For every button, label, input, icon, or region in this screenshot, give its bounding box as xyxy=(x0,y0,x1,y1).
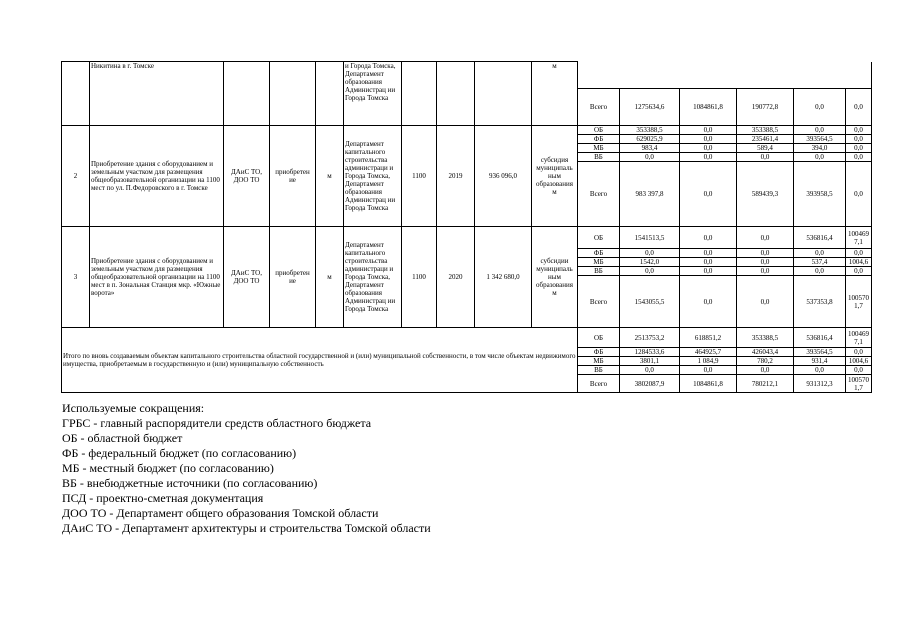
abbreviation-item: МБ - местный бюджет (по согласованию) xyxy=(62,461,274,475)
budget-total: 1275634,6 xyxy=(620,89,680,126)
total-label: Итого по вновь создаваемым объектам капитального строительства областной государственной и (или) муниципальной собственности, в том числе объектам недвижимого имущества, приобретаемым в государственную и (или) муниципальную собственность xyxy=(62,328,578,393)
cost: 936 096,0 xyxy=(475,126,532,227)
abbreviation-item: ПСД - проектно-сметная документация xyxy=(62,491,264,505)
abbreviation-item: ФБ - федеральный бюджет (по согласованию) xyxy=(62,446,297,460)
abbreviations-list xyxy=(62,401,431,536)
table-row xyxy=(62,62,872,89)
abbreviation-item: ВБ - внебюджетные источники (по согласованию) xyxy=(62,476,318,490)
funding-type: субсидии муниципаль ным образования м xyxy=(532,227,578,328)
budget-row: Всего 1543055,5 0,0 0,0 537353,8 1005701,7 xyxy=(62,276,872,328)
budget-source: Всего xyxy=(578,89,620,126)
customer: Департамент капитального строительства администраци и Города Томска, Департамент образования Администрац ии Города Томска xyxy=(344,126,402,227)
budget-row: ВБ 0,0 0,0 0,0 0,0 0,0 xyxy=(62,153,872,162)
abbreviations-title: Используемые сокращения: xyxy=(62,401,205,415)
acquisition-form: приобретен ие xyxy=(270,126,316,227)
capacity: 1100 xyxy=(402,126,437,227)
budget-row: МБ 983,4 0,0 589,4 394,0 0,0 xyxy=(62,144,872,153)
budget-row: МБ 3801,1 1 084,9 780,2 931,4 1004,6 xyxy=(62,357,872,366)
abbreviation-item: ГРБС - главный распорядители средств областного бюджета xyxy=(62,416,372,430)
unit: м xyxy=(316,126,344,227)
investment-table xyxy=(61,61,872,393)
grbs: ДАиС ТО, ДОО ТО xyxy=(224,227,270,328)
cost: 1 342 680,0 xyxy=(475,227,532,328)
table-row: 3 Приобретение здания с оборудованием и земельным участком для размещения общеобразовательной организации на 1100 мест в п. Зональная Станция мкр. «Южные ворота» ДАиС ТО, ДОО ТО приобретен ие м Департамент капитального строительства администраци и Города Томска, Департамент образования Администрац ии Города Томска 1100 2020 1 342 680,0 субсидии муниципаль ным образования м ОБ 1541513,5 0,0 0,0 536816,4 1004697,1 xyxy=(62,227,872,249)
total-row: Итого по вновь создаваемым объектам капитального строительства областной государственной и (или) муниципальной собственности, в том числе объектам недвижимого имущества, приобретаемым в государственную и (или) муниципальную собственность ОБ 2513753,2 618851,2 353388,5 536816,4 1004697,1 xyxy=(62,328,872,348)
grbs: ДАиС ТО, ДОО ТО xyxy=(224,126,270,227)
acquisition-form: приобретен ие xyxy=(270,227,316,328)
object-name: Никитина в г. Томске xyxy=(90,62,224,126)
budget-row: Всего 1275634,6 1084861,8 190772,8 0,0 0,0 xyxy=(62,89,872,126)
table-row: 2 Приобретение здания с оборудованием и земельным участком для размещения общеобразовательной организации на 1100 мест по ул. П.Федоровского в г. Томске ДАиС ТО, ДОО ТО приобретен ие м Департамент капитального строительства администраци и Города Томска, Департамент образования Администрац ии Города Томска 1100 2019 936 096,0 субсидия муниципаль ным образования м ОБ 353388,5 0,0 353388,5 0,0 0,0 xyxy=(62,126,872,135)
budget-row: ФБ 0,0 0,0 0,0 0,0 0,0 xyxy=(62,249,872,258)
object-name: Приобретение здания с оборудованием и земельным участком для размещения общеобразовательной организации на 1100 мест по ул. П.Федоровского в г. Томске xyxy=(90,126,224,227)
year: 2019 xyxy=(437,126,475,227)
budget-row: МБ 1542,0 0,0 0,0 537,4 1004,6 xyxy=(62,258,872,267)
abbreviation-item: ОБ - областной бюджет xyxy=(62,431,183,445)
row-number: 2 xyxy=(62,126,90,227)
customer: и Города Томска, Департамент образования Администрац ии Города Томска xyxy=(344,62,402,126)
abbreviation-item: ДОО ТО - Департамент общего образования Томской области xyxy=(62,506,379,520)
budget-row: ВБ 0,0 0,0 0,0 0,0 0,0 xyxy=(62,267,872,276)
abbreviation-item: ДАиС ТО - Департамент архитектуры и строительства Томской области xyxy=(62,521,431,535)
budget-row: Всего 983 397,8 0,0 589439,3 393958,5 0,0 xyxy=(62,162,872,227)
row-number: 3 xyxy=(62,227,90,328)
capacity: 1100 xyxy=(402,227,437,328)
unit: м xyxy=(316,227,344,328)
customer: Департамент капитального строительства администраци и Города Томска, Департамент образования Администрац ии Города Томска xyxy=(344,227,402,328)
row-number xyxy=(62,62,90,126)
year: 2020 xyxy=(437,227,475,328)
budget-row: ФБ 1284533,6 464925,7 426043,4 393564,5 0,0 xyxy=(62,348,872,357)
funding-type: м xyxy=(532,62,578,126)
budget-row: ФБ 629025,9 0,0 235461,4 393564,5 0,0 xyxy=(62,135,872,144)
budget-row: ВБ 0,0 0,0 0,0 0,0 0,0 xyxy=(62,366,872,375)
budget-row: Всего 3802087,9 1084861,8 780212,1 931312,3 1005701,7 xyxy=(62,375,872,393)
object-name: Приобретение здания с оборудованием и земельным участком для размещения общеобразовательной организации на 1100 мест в п. Зональная Станция мкр. «Южные ворота» xyxy=(90,227,224,328)
funding-type: субсидия муниципаль ным образования м xyxy=(532,126,578,227)
